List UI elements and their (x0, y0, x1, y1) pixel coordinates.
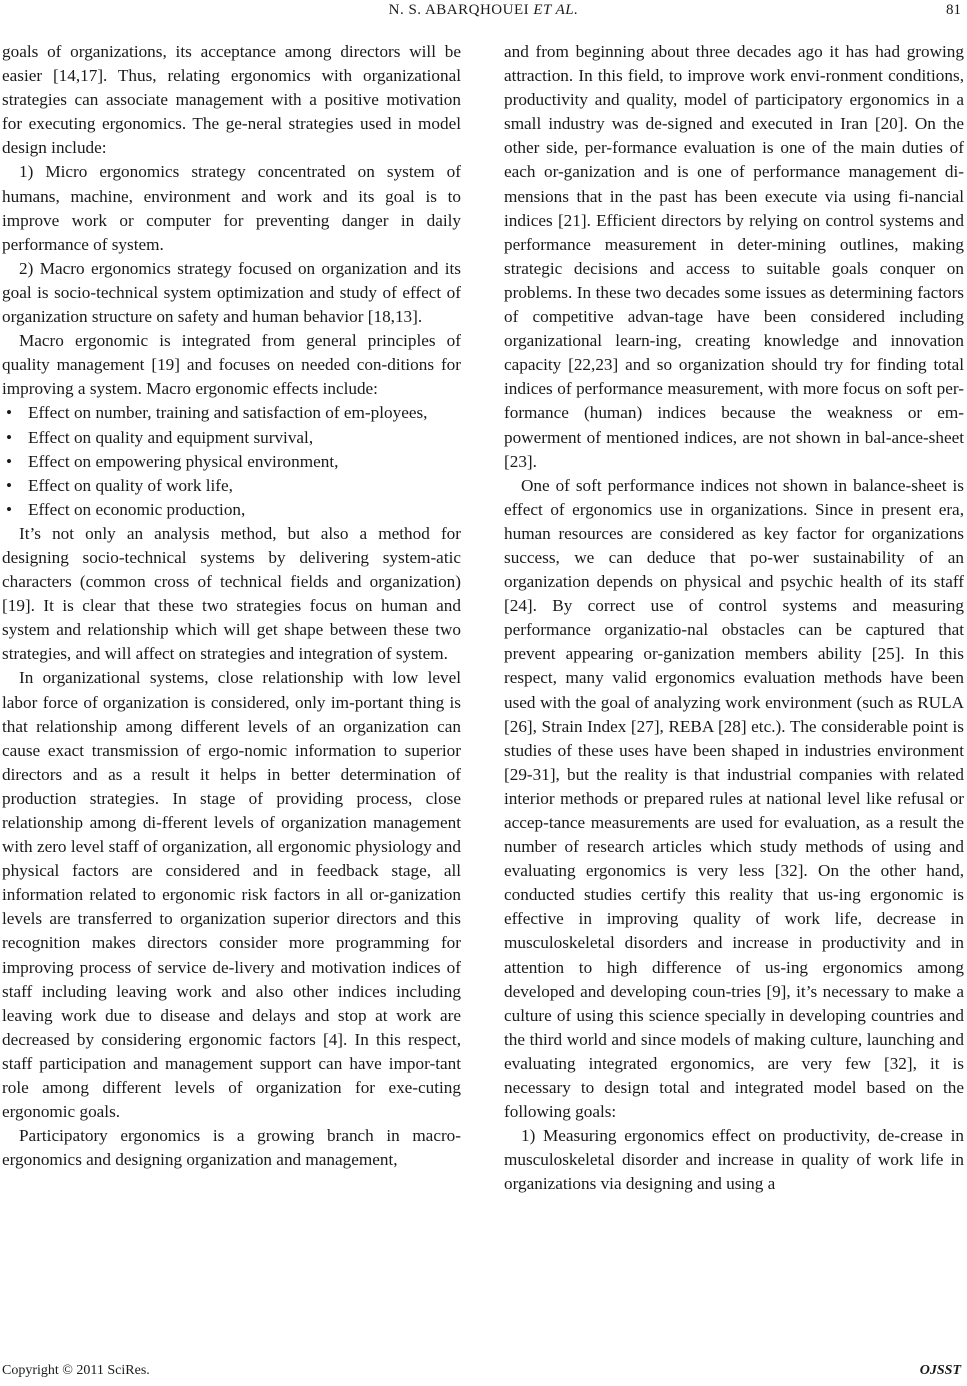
bullet-item: • Effect on empowering physical environment, (2, 450, 461, 474)
left-paragraph-3: 2) Macro ergonomics strategy focused on organization and its goal is socio-technical system optimization and study of effect of organization structure on safety and human behavior [18,13]. (2, 258, 461, 327)
running-head (0, 2, 967, 19)
bullet-item: • Effect on economic production, (2, 498, 461, 522)
running-head-et-al: ET AL. (533, 2, 579, 18)
right-column (504, 40, 964, 1197)
right-paragraph-2: One of soft performance indices not shown in balance-sheet is effect of ergonomics use in organizations. Since in present era, human resources are considered as key factor for organizations success, we can deduce that po-wer sustainability of an organization depends on physical and psychic health of its staff [24]. By correct use of control systems and measuring performance organizatio-nal obstacles can be captured that prevent appearing or-ganization members ability [25]. In this respect, many valid ergonomics evaluation methods have been used with the goal of analyzing work environment (such as RULA [26], Strain Index [27], REBA [28] etc.). The considerable point is studies of these uses have been shaped in industries environment [29-31], but the reality is that industrial companies with related interior methods or prepared rules at national level like refusal or accep-tance measurements are used for evaluation, as a result the number of research articles which study methods of using and evaluating ergonomics is very less [32]. On the other hand, conducted studies certify this reality that us-ing ergonomic is effective in improving quality of work life, decrease in musculoskeletal disorders and increase in productivity and in attention to high difference of us-ing ergonomics among developed and developing coun-tries [9], it’s necessary to make a culture of using this science specially in developing countries and the third world and since models of making culture, launching and evaluating integrated ergonomics, are very few [32], it is necessary to design total and integrated model based on the following goals: (504, 475, 964, 1122)
left-column (2, 40, 461, 1172)
journal-name: OJSST (919, 1363, 961, 1378)
left-paragraph-5: It’s not only an analysis method, but also a method for designing socio-technical systems by delivering system-atic characters (common cross of technical fields and organization) [19]. It is clear that these two strategies focus on human and system and relationship which will get shape between these two strategies, and will affect on strategies and integration of system. (2, 523, 461, 664)
page-number: 81 (946, 2, 961, 18)
page-header (0, 2, 967, 26)
left-paragraph-6: In organizational systems, close relationship with low level labor force of organization is considered, only im-portant thing is that relationship among different levels of an organization can cause exact transmission of ergo-nomic information to superior directors and as a result it helps in better determination of production strategies. In stage of providing process, close relationship among di-fferent levels of organization management with zero level staff of organization, all ergonomic physiology and physical factors are considered and in feedback stage, all information related to ergonomic risk factors in all or-ganization levels are transferred to organization superior directors and this recognition makes directors consider more programming for improving process of service de-livery and motivation indices of staff including leaving work and also other indices including leaving work due to disease and delays and stop at work are decreased by considering ergonomic factors [4]. In this respect, staff participation and management support can have impor-tant role among different levels of organization for exe-cuting ergonomic goals. (2, 668, 461, 1122)
page-footer (0, 1363, 967, 1383)
bullet-item: • Effect on quality of work life, (2, 474, 461, 498)
right-paragraph-3: 1) Measuring ergonomics effect on productivity, de-crease in musculoskeletal disorder and increase in quality of work life in organizations via designing and using a (504, 1126, 964, 1194)
bullet-item: • Effect on quality and equipment survival, (2, 426, 461, 450)
running-head-authors: N. S. ABARQHOUEI (388, 2, 530, 18)
left-paragraph-2: 1) Micro ergonomics strategy concentrated on system of humans, machine, environment and work and its goal is to improve work or computer for preventing danger in daily performance of system. (2, 162, 461, 254)
left-paragraph-1: goals of organizations, its acceptance among directors will be easier [14,17]. Thus, relating ergonomics with organizational strategies can associate management with a positive motivation for executing ergonomics. The ge-neral strategies used in model design include: (2, 42, 461, 158)
bullet-item: • Effect on number, training and satisfaction of em-ployees, (2, 401, 461, 425)
effects-bullet-list (2, 401, 461, 521)
copyright-notice: Copyright © 2011 SciRes. (2, 1363, 150, 1378)
left-paragraph-7: Participatory ergonomics is a growing branch in macro-ergonomics and designing organization and management, (2, 1126, 461, 1170)
left-paragraph-4: Macro ergonomic is integrated from general principles of quality management [19] and focuses on needed con-ditions for improving a system. Macro ergonomic effects include: (2, 331, 461, 399)
right-paragraph-1: and from beginning about three decades ago it has had growing attraction. In this field, to improve work envi-ronment conditions, productivity and quality, model of participatory ergonomics in a small industry was de-signed and executed in Iran [20]. On the other side, per-formance evaluation is one of the main duties of each or-ganization and is one of performance management di-mensions that in the past has been execute via using fi-nancial indices [21]. Efficient directors by relying on control systems and performance measurement in deter-mining outlines, making strategic decisions and access to suitable goals conquer on problems. In these two decades some issues as determining factors of competitive advan-tage have been considered including organizational learn-ing, creating knowledge and innovation capacity [22,23] and so organization should try for finding total indices of performance measurement, with more focus on soft per-formance (human) indices because the weakness or em-powerment of mentioned indices, are not shown in bal-ance-sheet [23]. (504, 42, 964, 471)
